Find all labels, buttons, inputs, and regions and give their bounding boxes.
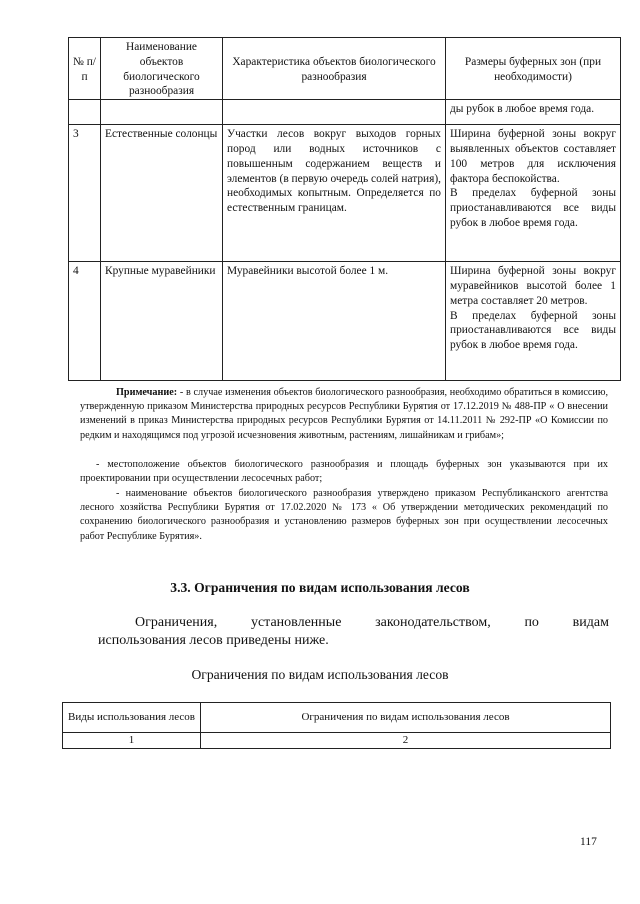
biodiversity-table (68, 37, 621, 381)
table-row (69, 262, 621, 381)
word: установленные (250, 615, 342, 630)
note-paragraph: - наименование объектов биологического разнообразия утверждено приказом Республиканского агентства лесного хозяйства Республики Бурятия от 17.02.2020 № 173 « Об утверждении методических рекомендаций по сохранению биологического разнообразия и установлению размеров буферных зон при осуществлении лесосечных работ Республике Бурятия». (80, 488, 608, 542)
note-text-1: - в случае изменения объектов биологического разнообразия, необходимо обратиться в комиссию, утвержденную приказом Министерства природных ресурсов Республики Бурятия от 17.12.2019 № 488-ПР « О внесении изменений в приказ Министерства природных ресурсов Республики Бурятия от 14.11.2011 № 292-ПР «О Комиссии по редким и находящимся под угрозой исчезновения животным, растениям, лишайникам и грибам»; (80, 387, 608, 441)
header-characteristic: Характеристика объектов биологического разнообразия (223, 38, 446, 100)
cell-characteristic: Муравейники высотой более 1 м. (223, 262, 446, 381)
cell-characteristic: Участки лесов вокруг выходов горных пород или водных источников с повышенным содержанием веществ и элементов (в первую очередь солей натрия), необходимых копытным. Определяется по естественным границам. (223, 125, 446, 262)
page-number: 117 (580, 836, 597, 848)
word: видам (572, 615, 609, 630)
cell-empty (69, 100, 101, 125)
column-number: 2 (201, 733, 611, 749)
word: по (524, 615, 539, 630)
paragraph-line-1 (135, 615, 609, 631)
cell-name: Естественные солонцы (101, 125, 223, 262)
table-header-row (63, 703, 611, 733)
cell-empty (223, 100, 446, 125)
buffer-text-restriction: В пределах буферной зоны приостанавливаются все виды рубок в любое время года. (450, 187, 616, 229)
column-number: 1 (63, 733, 201, 749)
table-caption: Ограничения по видам использования лесов (191, 667, 449, 682)
table-row (69, 125, 621, 262)
cell-buffer (446, 125, 621, 262)
buffer-text-width: Ширина буферной зоны вокруг выявленных объектов составляет 100 метров для исключения фактора беспокойства. (450, 128, 616, 185)
header-restrictions: Ограничения по видам использования лесов (201, 703, 611, 733)
table-row (69, 100, 621, 125)
buffer-text-width: Ширина буферной зоны вокруг муравейников высотой более 1 метра составляет 20 метров. (450, 265, 616, 307)
cell-buffer (446, 262, 621, 381)
forest-use-table (62, 702, 611, 749)
cell-num: 4 (69, 262, 101, 381)
table-header-row (69, 38, 621, 100)
header-buffer: Размеры буферных зон (при необходимости) (446, 38, 621, 100)
note-paragraph (80, 386, 608, 443)
note-label: Примечание: (116, 387, 178, 398)
paragraph-line-2: использования лесов приведены ниже. (98, 633, 329, 648)
section-title: 3.3. Ограничения по видам использования лесов (170, 580, 470, 595)
cell-num: 3 (69, 125, 101, 262)
header-name: Наименование объектов биологического разнообразия (101, 38, 223, 100)
word: Ограничения, (135, 615, 218, 630)
word: законодательством, (375, 615, 491, 630)
cell-buffer-continued: ды рубок в любое время года. (446, 100, 621, 125)
cell-empty (101, 100, 223, 125)
table-row (63, 733, 611, 749)
header-num: № п/п (69, 38, 101, 100)
buffer-text-restriction: В пределах буферной зоны приостанавливаются все виды рубок в любое время года. (450, 309, 616, 352)
cell-name: Крупные муравейники (101, 262, 223, 381)
header-use-type: Виды использования лесов (63, 703, 201, 733)
note-paragraph: - местоположение объектов биологического разнообразия и площадь буферных зон указываются при их проектировании при осуществлении лесосечных работ; (80, 459, 608, 485)
